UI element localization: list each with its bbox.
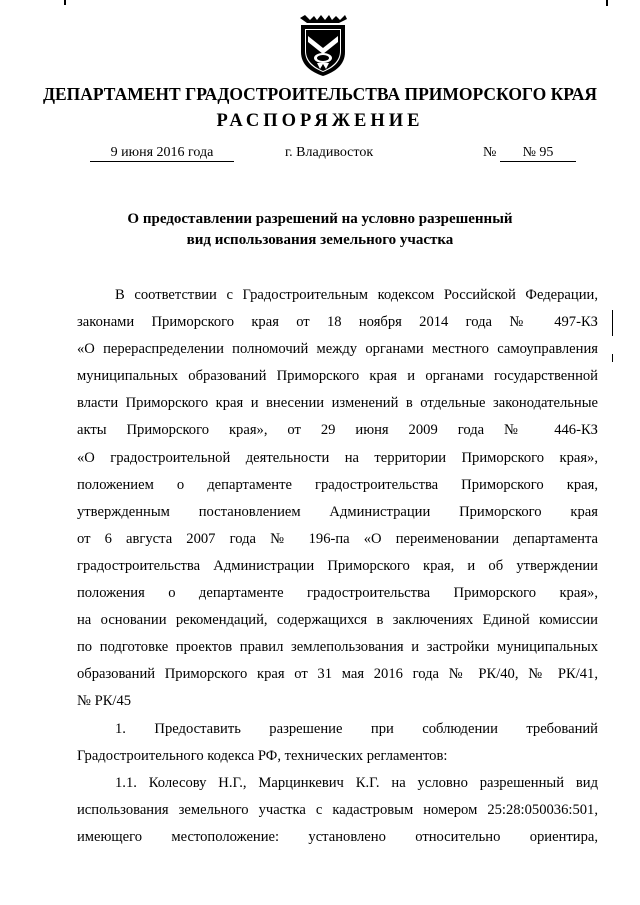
text-line: муниципальных образований Приморского края и органами государственной bbox=[77, 368, 598, 385]
scan-mark bbox=[612, 354, 613, 362]
text-line: «О перераспределении полномочий между органами местного самоуправления bbox=[77, 341, 598, 358]
item-1-paragraph bbox=[77, 716, 598, 770]
text-line: на основании рекомендаций, содержащихся в заключениях Единой комиссии bbox=[77, 612, 598, 629]
text-line: Градостроительного кодекса РФ, технических регламентов: bbox=[77, 747, 448, 764]
text-line: акты Приморского края», от 29 июня 2009 года № 446-КЗ bbox=[77, 422, 598, 439]
text-line: законами Приморского края от 18 ноября 2014 года № 497-КЗ bbox=[77, 314, 598, 331]
preamble-paragraph bbox=[77, 282, 598, 716]
document-type: РАСПОРЯЖЕНИЕ bbox=[216, 111, 424, 131]
number-sign: № bbox=[483, 145, 497, 160]
scan-mark bbox=[606, 0, 608, 6]
scan-mark bbox=[64, 0, 66, 5]
text-line: власти Приморского края и внесении изменений в отдельные законодательные bbox=[77, 395, 598, 412]
title-line: вид использования земельного участка bbox=[186, 232, 454, 248]
text-line: В соответствии с Градостроительным кодексом Российской Федерации, bbox=[115, 287, 598, 303]
text-line: по подготовке проектов правил землепользования и застройки муниципальных bbox=[77, 639, 598, 656]
title-line: О предоставлении разрешений на условно разрешенный bbox=[127, 211, 513, 227]
text-line: образований Приморского края от 31 мая 2016 года № РК/40, № РК/41, bbox=[77, 666, 598, 683]
document-body bbox=[77, 282, 598, 851]
text-line: № РК/45 bbox=[77, 693, 132, 710]
text-line: 1. Предоставить разрешение при соблюдении требований bbox=[115, 720, 598, 737]
text-line: положением о департаменте градостроительства Приморского края, bbox=[77, 476, 598, 493]
item-1-1-paragraph bbox=[77, 770, 598, 851]
department-name: ДЕПАРТАМЕНТ ГРАДОСТРОИТЕЛЬСТВА ПРИМОРСКОГО КРАЯ bbox=[42, 84, 598, 104]
text-line: использования земельного участка с кадастровым номером 25:28:050036:501, bbox=[77, 801, 598, 818]
text-line: 1.1. Колесову Н.Г., Марцинкевич К.Г. на условно разрешенный вид bbox=[115, 774, 598, 791]
scan-mark bbox=[612, 310, 613, 336]
document-city: г. Владивосток bbox=[285, 145, 374, 160]
document-date: 9 июня 2016 года bbox=[90, 145, 234, 162]
text-line: утвержденным постановлением Администрации Приморского края bbox=[77, 503, 598, 520]
text-line: градостроительства Администрации Приморского края, и об утверждении bbox=[77, 557, 598, 574]
coat-of-arms-icon bbox=[297, 14, 349, 78]
document-number: № 95 bbox=[500, 145, 576, 162]
document-title bbox=[0, 209, 640, 251]
text-line: от 6 августа 2007 года № 196-па «О переименовании департамента bbox=[77, 530, 598, 547]
text-line: имеющего местоположение: установлено относительно ориентира, bbox=[77, 828, 598, 845]
text-line: положения о департаменте градостроительства Приморского края», bbox=[77, 585, 598, 602]
text-line: «О градостроительной деятельности на территории Приморского края», bbox=[77, 449, 598, 466]
